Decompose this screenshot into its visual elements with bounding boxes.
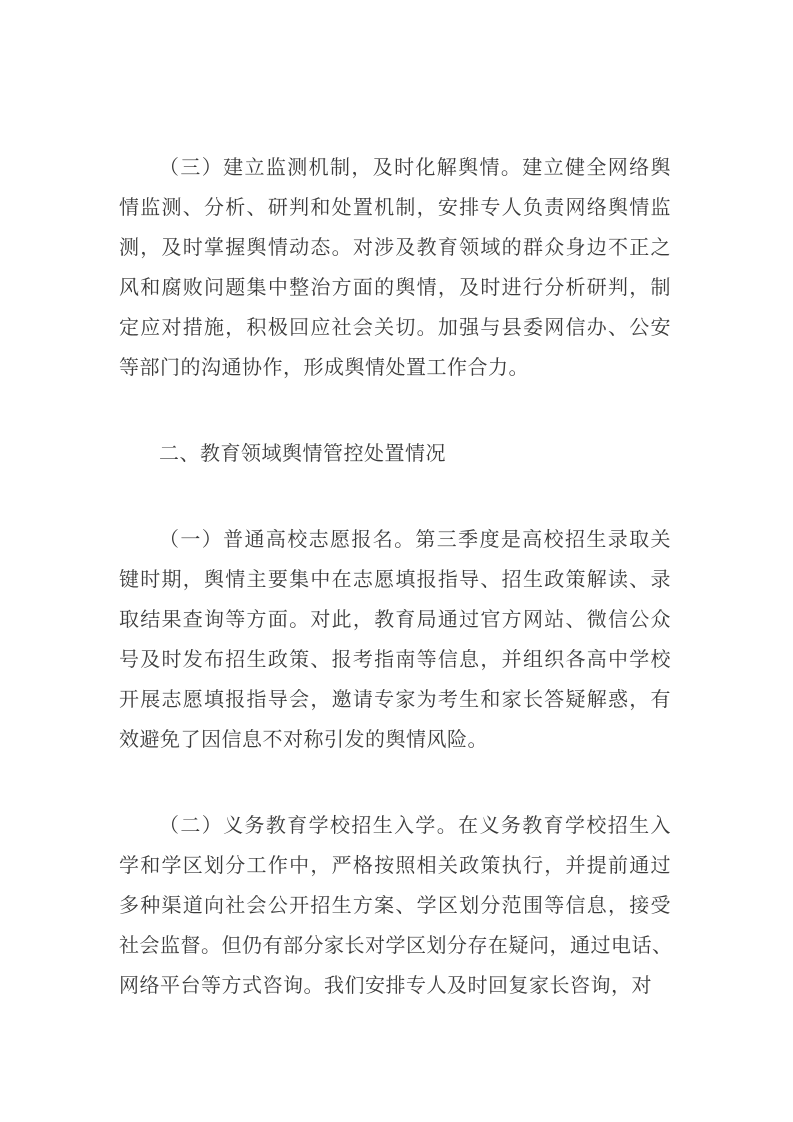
text-line: 等部门的沟通协作，形成舆情处置工作合力。 [119,357,529,379]
body-paragraph [119,806,671,1006]
text-line: 网络平台等方式咨询。我们安排专人及时回复家长咨询，对 [119,975,652,997]
text-line: 多种渠道向社会公开招生方案、学区划分范围等信息，接受 [119,895,671,917]
text-line: 键时期，舆情主要集中在志愿填报指导、招生政策解读、录 [119,569,671,591]
body-paragraph [119,520,671,760]
section-heading [119,434,671,474]
text-line: （二）义务教育学校招生入学。在义务教育学校招生入 [159,815,671,837]
text-line: 社会监督。但仍有部分家长对学区划分存在疑问，通过电话、 [119,935,673,957]
text-line: 情监测、分析、研判和处置机制，安排专人负责网络舆情监 [119,197,671,219]
document-content [119,148,671,1006]
text-line: 号及时发布招生政策、报考指南等信息，并组织各高中学校 [119,649,671,671]
text-line: （三）建立监测机制，及时化解舆情。建立健全网络舆 [159,157,671,179]
text-line: 学和学区划分工作中，严格按照相关政策执行，并提前通过 [119,855,671,877]
text-line: 开展志愿填报指导会，邀请专家为考生和家长答疑解惑，有 [119,689,671,711]
heading-line: 二、教育领域舆情管控处置情况 [159,443,446,465]
text-line: 风和腐败问题集中整治方面的舆情，及时进行分析研判，制 [119,277,671,299]
text-line: 定应对措施，积极回应社会关切。加强与县委网信办、公安 [119,317,671,339]
text-line: （一）普通高校志愿报名。第三季度是高校招生录取关 [159,529,671,551]
body-paragraph [119,148,671,388]
text-line: 取结果查询等方面。对此，教育局通过官方网站、微信公众 [119,609,671,631]
text-line: 测，及时掌握舆情动态。对涉及教育领域的群众身边不正之 [119,237,671,259]
text-line: 效避免了因信息不对称引发的舆情风险。 [119,729,488,751]
